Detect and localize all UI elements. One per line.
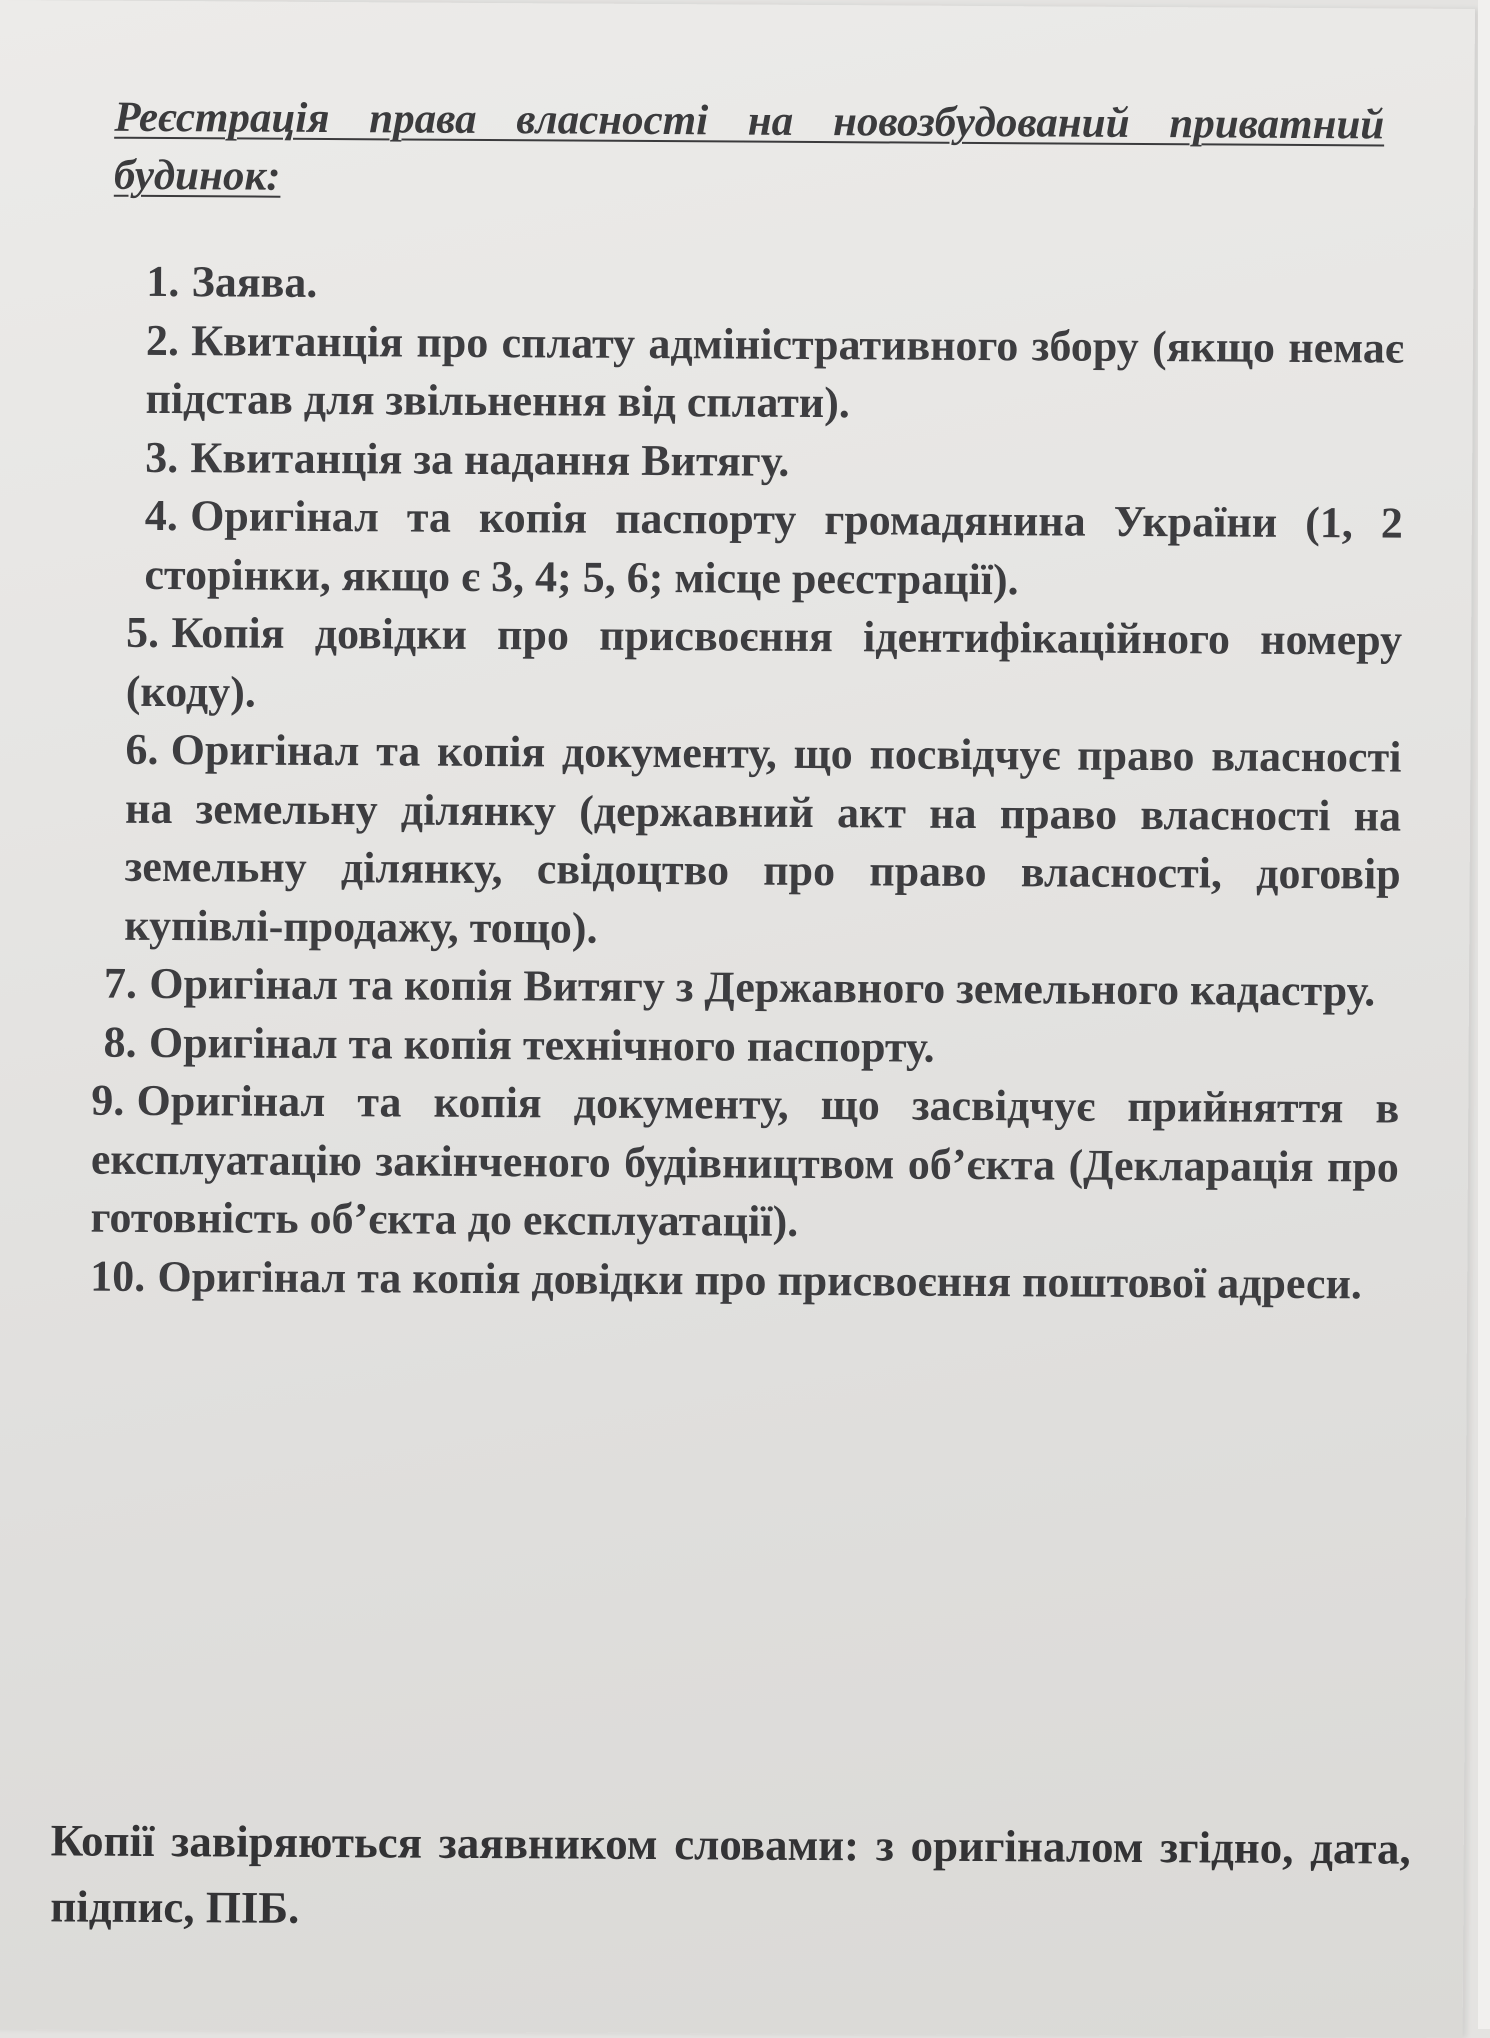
list-item [92, 955, 1400, 1021]
item-number: 10. [90, 1251, 146, 1301]
item-text: Квитанція за надання Витягу. [190, 432, 790, 486]
item-text: Копія довідки про присвоєння ідентифікаційного номеру (коду). [125, 608, 1403, 717]
list-item [90, 1072, 1399, 1255]
item-text: Оригінал та копія документу, що посвідчує право власності на земельну ділянку (державний акт на право власності на земельну ділянку, свідоцтво про право власності, договір купівлі-продажу, тощо). [124, 725, 1402, 953]
item-number: 2. [145, 315, 180, 365]
item-number: 8. [103, 1017, 137, 1067]
list-item [95, 311, 1404, 436]
item-text: Оригінал та копія Витягу з Державного земельного кадастру. [149, 958, 1376, 1016]
list-item [94, 487, 1403, 612]
item-text: Оригінал та копія довідки про присвоєння поштової адреси. [157, 1251, 1363, 1308]
requirements-list [90, 253, 1404, 1314]
item-number: 6. [125, 724, 159, 774]
item-text: Оригінал та копія технічного паспорту. [148, 1017, 935, 1072]
list-item [96, 253, 1404, 319]
list-item [95, 428, 1403, 494]
footer-note: Копії завіряються заявником словами: з оригіналом згідно, дата, підпис, ПІБ. [50, 1815, 1411, 1933]
item-text: Квитанція про сплату адміністративного збору (якщо немає підстав для звільнення від сплати). [145, 315, 1405, 428]
item-number: 5. [125, 607, 160, 657]
list-item [92, 721, 1401, 963]
item-number: 7. [103, 958, 138, 1008]
page-edge [1478, 0, 1490, 2029]
item-number: 9. [91, 1075, 125, 1125]
item-number: 1. [146, 256, 180, 307]
list-item [94, 604, 1403, 729]
list-item [91, 1013, 1399, 1079]
item-text: Заява. [191, 257, 318, 307]
item-number: 3. [145, 432, 179, 482]
item-number: 4. [144, 490, 179, 541]
item-text: Оригінал та копія паспорту громадянина України (1, 2 сторінки, якщо є 3, 4; 5, 6; місце реєстрації). [144, 491, 1403, 604]
item-text: Оригінал та копія документу, що засвідчує прийняття в експлуатацію закінченого будівництвом об’єкта (Декларація про готовність об’єкта до експлуатації). [90, 1075, 1400, 1246]
document-title: Реєстрація права власності на новозбудований приватний будинок: [113, 93, 1385, 200]
list-item [90, 1247, 1398, 1313]
